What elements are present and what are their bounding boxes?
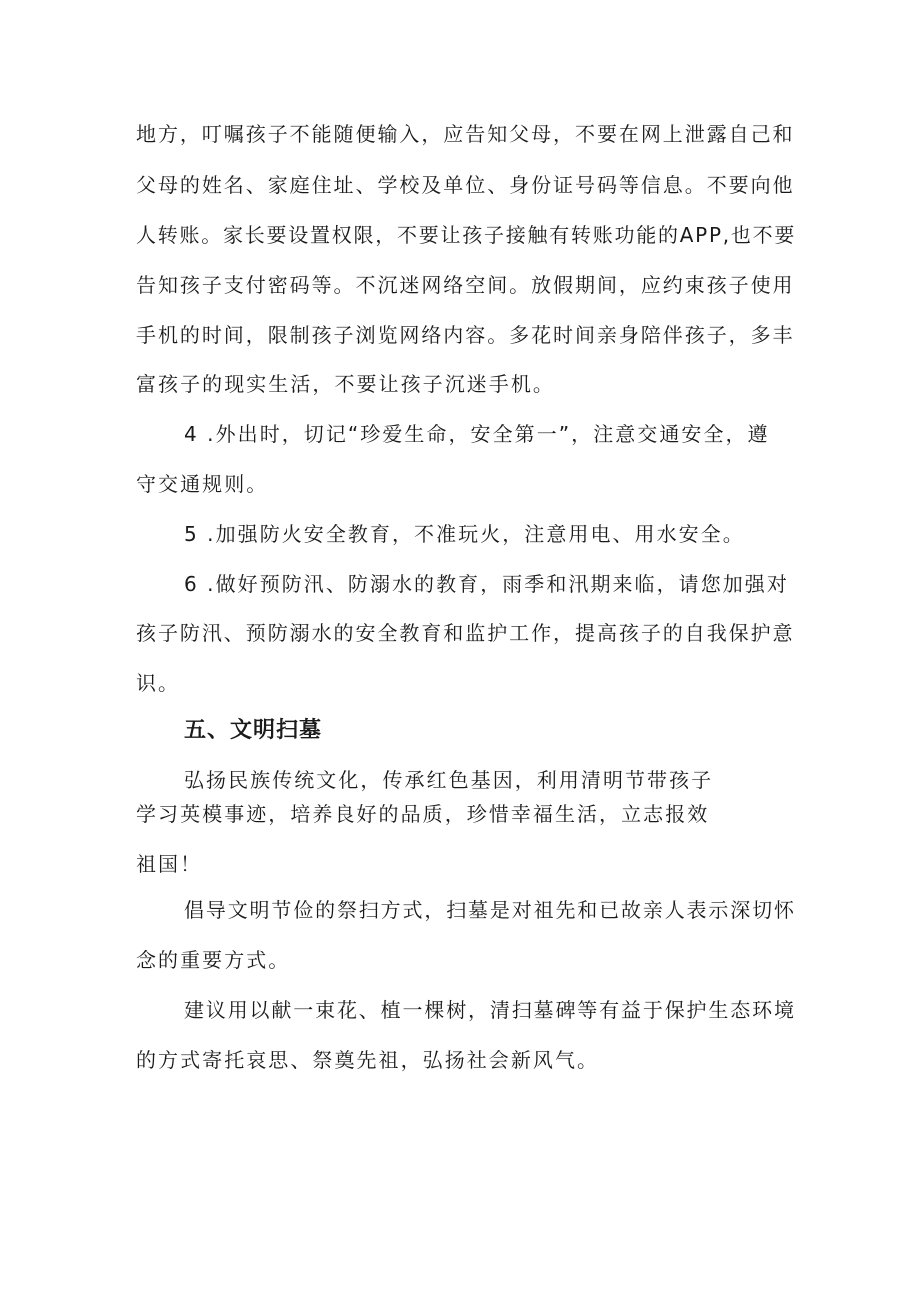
text-line: 学习英模事迹，培养良好的品质，珍惜幸福生活，立志报效 — [136, 802, 710, 826]
text-line: 手机的时间，限制孩子浏览网络内容。多花时间亲身陪伴孩子，多丰 — [136, 323, 795, 347]
list-item-6-line: 孩子防汛、预防溺水的安全教育和监护工作，提高孩子的自我保护意 — [136, 621, 795, 645]
list-item-5-line: 5 .加强防火安全教育，不准玩火，注意用电、用水安全。 — [184, 522, 745, 546]
text-line: 人转账。家长要设置权限，不要让孩子接触有转账功能的APP,也不要 — [136, 223, 797, 247]
section-heading: 五、文明扫墓 — [184, 718, 323, 743]
list-item-4-line: 4 .外出时，切记“珍爱生命，安全第一”，注意交通安全，遵 — [184, 422, 770, 446]
text-line: 告知孩子支付密码等。不沉迷网络空间。放假期间，应约束孩子使用 — [136, 273, 795, 297]
text-line: 弘扬民族传统文化，传承红色基因，利用清明节带孩子 — [184, 768, 714, 792]
text-line: 父母的姓名、家庭住址、学校及单位、身份证号码等信息。不要向他 — [136, 173, 795, 197]
text-line: 念的重要方式。 — [136, 948, 291, 972]
text-line: 建议用以献一束花、植一棵树，清扫墓碑等有益于保护生态环境 — [184, 998, 796, 1022]
text-line: 的方式寄托哀思、祭奠先祖，弘扬社会新风气。 — [136, 1048, 600, 1072]
text-line: 倡导文明节俭的祭扫方式，扫墓是对祖先和已故亲人表示深切怀 — [184, 898, 796, 922]
text-line: 富孩子的现实生活，不要让孩子沉迷手机。 — [136, 372, 555, 396]
list-item-4-line: 守交通规则。 — [136, 472, 269, 496]
text-line: 祖国！ — [136, 852, 203, 876]
list-item-6-line: 6 .做好预防汛、防溺水的教育，雨季和汛期来临，请您加强对 — [184, 572, 789, 596]
list-item-6-line: 识。 — [136, 671, 181, 695]
text-line: 地方，叮嘱孩子不能随便输入，应告知父母，不要在网上泄露自己和 — [136, 122, 795, 146]
